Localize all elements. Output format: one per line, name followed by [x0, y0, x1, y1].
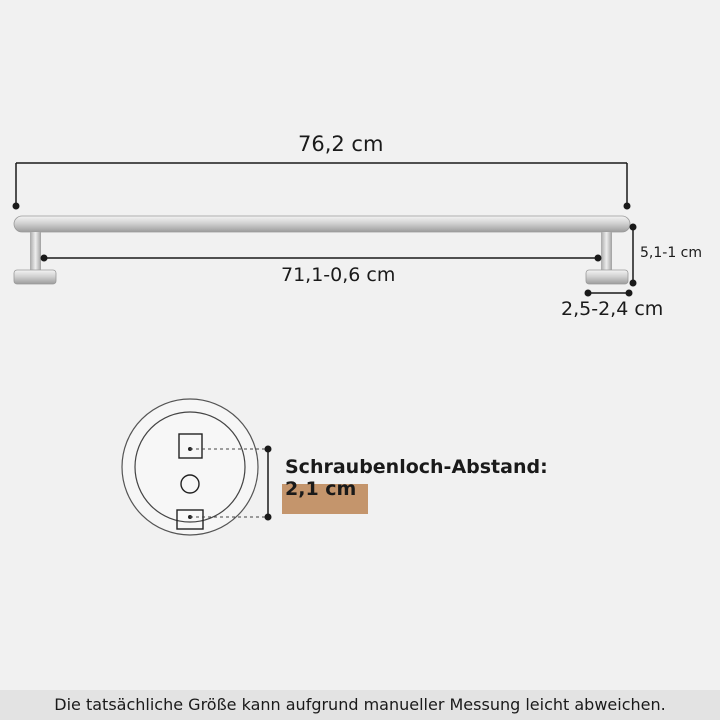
- total-length-label: 76,2 cm: [298, 132, 384, 156]
- total-length-dimension: [13, 163, 631, 210]
- footer-bar: [0, 690, 720, 720]
- mounting-base-detail: [122, 399, 258, 535]
- base-width-dimension: [585, 290, 633, 297]
- height-label: 5,1-1 cm: [640, 245, 703, 261]
- screw-hole-distance-label: Schraubenloch-Abstand: 2,1 cm: [285, 456, 548, 500]
- inner-length-dimension: [41, 255, 602, 262]
- height-dimension: [630, 224, 637, 287]
- base-width-label: 2,5-2,4 cm: [561, 298, 664, 320]
- measurement-disclaimer: Die tatsächliche Größe kann aufgrund manueller Messung leicht abweichen.: [54, 695, 666, 714]
- inner-length-label: 71,1-0,6 cm: [281, 264, 396, 286]
